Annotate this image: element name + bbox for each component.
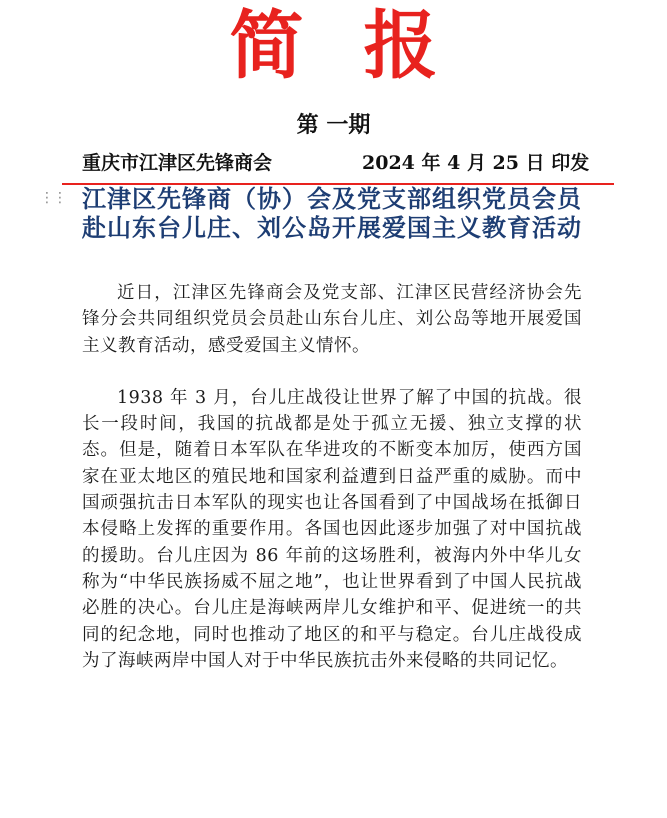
article-headline: 江津区先锋商（协）会及党支部组织党员会员赴山东台儿庄、刘公岛开展爱国主义教育活动 [82, 184, 582, 242]
issue-date: 2024 年 4 月 25 日 印发 [362, 152, 590, 174]
issuing-organization: 重庆市江津区先锋商会 [82, 152, 273, 174]
article-paragraph: 1938 年 3 月，台儿庄战役让世界了解了中国的抗战。很长一段时间，我国的抗战都是处于孤立无援、独立支撑的状态。但是，随着日本军队在华进攻的不断变本加厉，使西方国家在亚太地区的殖民地和国家利益遭到日益严重的威胁。而中国顽强抗击日本军队的现实也让各国看到了中国战场在抵御日本侵略上发挥的重要作用。各国也因此逐步加强了对中国抗战的援助。台儿庄因为 86 年前的这场胜利，被海内外中华儿女称为“中华民族扬威不屈之地”，也让世界看到了中国人民抗战必胜的决心。台儿庄是海峡两岸儿女维护和平、促进统一的共同的纪念地，同时也推动了地区的和平与稳定。台儿庄战役成为了海峡两岸中国人对于中华民族抗击外来侵略的共同记忆。 [82, 387, 582, 671]
issue-number: 第 一期 [296, 112, 371, 138]
masthead-title: 简报 [229, 3, 498, 89]
drag-handle-icon[interactable]: ⋮⋮ [40, 190, 66, 206]
article-paragraph: 近日，江津区先锋商会及党支部、江津区民营经济协会先锋分会共同组织党员会员赴山东台儿庄、刘公岛等地开展爱国主义教育活动，感受爱国主义情怀。 [82, 283, 582, 356]
article-body [82, 280, 582, 674]
